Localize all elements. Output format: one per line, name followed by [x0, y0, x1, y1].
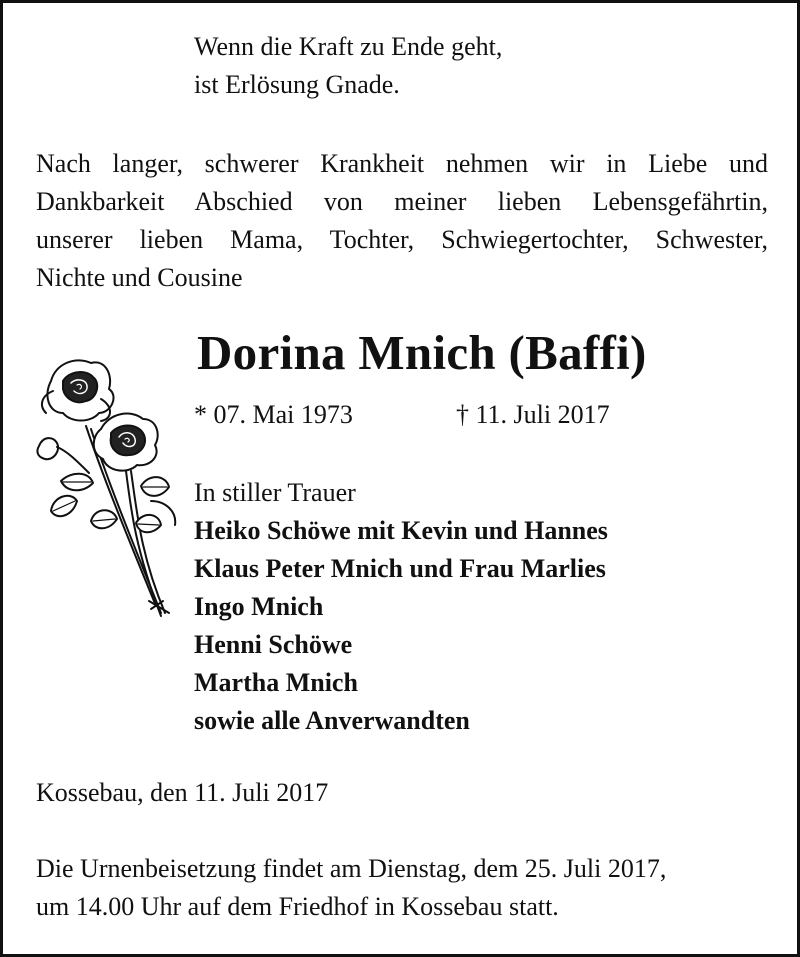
quote-line-2: ist Erlösung Gnade. [194, 70, 400, 99]
place-date: Kossebau, den 11. Juli 2017 [36, 778, 329, 807]
mourners-heading: In stiller Trauer [194, 478, 356, 507]
intro-text [36, 145, 768, 297]
mourner-name: Klaus Peter Mnich und Frau Marlies [194, 554, 606, 583]
deceased-name: Dorina Mnich (Baffi) [197, 325, 647, 380]
notice-line-1: Die Urnenbeisetzung findet am Dienstag, dem 25. Juli 2017, [36, 854, 667, 883]
quote-line-1: Wenn die Kraft zu Ende geht, [194, 32, 503, 61]
mourners-block [194, 474, 608, 740]
roses-icon [31, 351, 181, 641]
intro-line-2: Dankbarkeit Abschied von meiner lieben Lebensgefährtin, [36, 187, 768, 216]
mourner-name: Ingo Mnich [194, 592, 324, 621]
burial-notice [36, 850, 666, 926]
mourner-name: Henni Schöwe [194, 630, 353, 659]
mourner-name: Martha Mnich [194, 668, 358, 697]
notice-line-2: um 14.00 Uhr auf dem Friedhof in Kossebau statt. [36, 892, 559, 921]
intro-line-3: unserer lieben Mama, Tochter, Schwiegertochter, Schwester, [36, 225, 768, 254]
intro-line-1: Nach langer, schwerer Krankheit nehmen wir in Liebe und [36, 149, 768, 178]
death-date: † 11. Juli 2017 [456, 400, 610, 429]
mourner-name: sowie alle Anverwandten [194, 706, 470, 735]
intro-line-4: Nichte und Cousine [36, 263, 243, 292]
birth-date: * 07. Mai 1973 [194, 400, 353, 429]
mourner-name: Heiko Schöwe mit Kevin und Hannes [194, 516, 608, 545]
